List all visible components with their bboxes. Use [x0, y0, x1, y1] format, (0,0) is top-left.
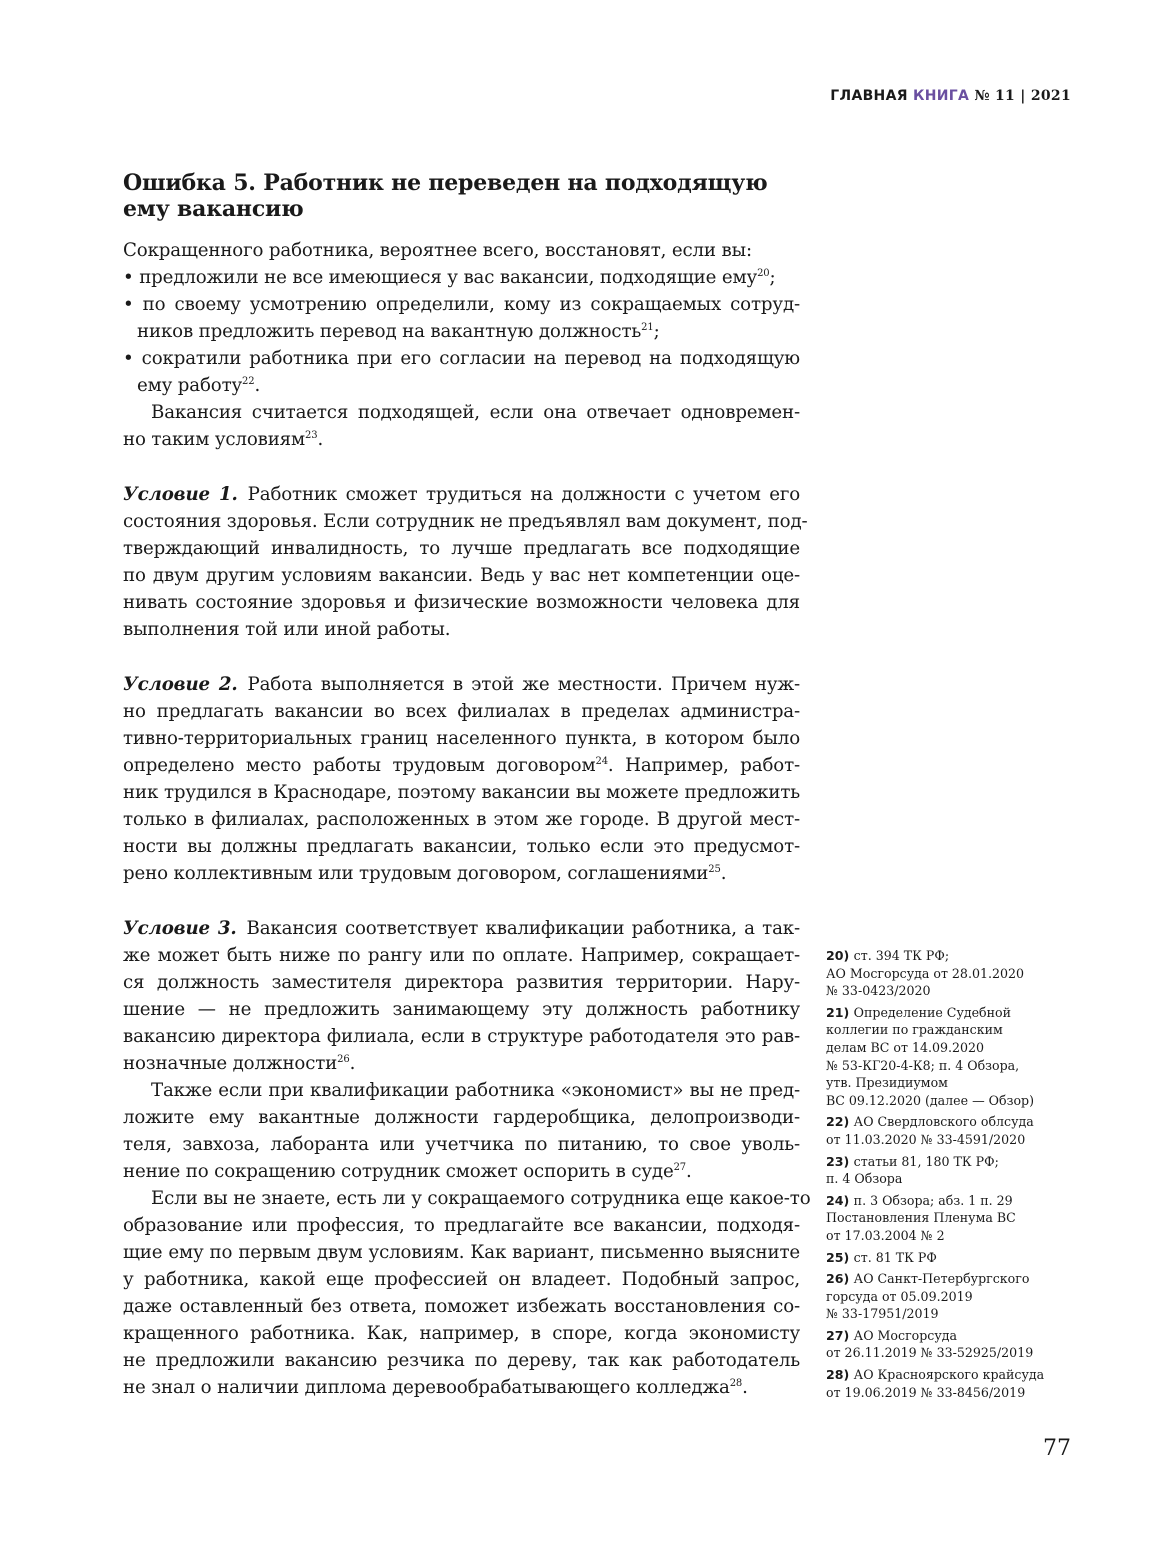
text-line: теля, завхоза, лаборанта или учетчика по питанию, то свое уволь- — [123, 1134, 800, 1155]
text-line: только в филиалах, расположенных в этом же городе. В другой мест- — [123, 809, 800, 830]
footnote-line: от 17.03.2004 № 2 — [826, 1227, 945, 1243]
footnote-ref: 22 — [242, 376, 255, 387]
footnote-line: п. 4 Обзора — [826, 1171, 903, 1187]
text-line: нивать состояние здоровья и физические возможности человека для — [123, 592, 800, 613]
footnote-line: № 33-17951/2019 — [826, 1306, 939, 1322]
text-line: тивно-территориальных границ населенного пункта, в котором было — [123, 728, 800, 749]
brand-name-accent: КНИГА — [912, 88, 970, 104]
text-line: Условие 2. Работа выполняется в этой же местности. Причем нуж- — [123, 674, 800, 695]
text-line: тверждающий инвалидность, то лучше предлагать все подходящие — [123, 538, 800, 559]
footnote-number: 20) — [826, 948, 854, 963]
footnote-number: 21) — [826, 1004, 854, 1020]
footnote — [826, 1327, 1076, 1362]
text-line: ему работу$^{22}$. — [137, 375, 261, 396]
text-line: • сократили работника при его согласии на перевод на подходящую — [123, 348, 800, 369]
footnote-ref: 21 — [641, 322, 654, 333]
footnote-number: 24) — [826, 1192, 854, 1208]
paragraph — [123, 399, 800, 453]
text-line: ности вы должны предлагать вакансии, только если это предусмот- — [123, 836, 800, 857]
footnote-ref: 24 — [595, 756, 608, 767]
footnote-line: коллегии по гражданским — [826, 1022, 1003, 1038]
paragraph — [123, 1185, 811, 1401]
text-line: ся должность заместителя директора развития территории. Нару- — [123, 972, 800, 993]
footnote-line: 26) АО Санкт-Петербургского — [826, 1271, 1030, 1287]
title-line: Ошибка 5. Работник не переведен на подходящую — [123, 170, 768, 196]
footnote-line: делам ВС от 14.09.2020 — [826, 1039, 985, 1055]
text-line: но предлагать вакансии во всех филиалах в пределах администра- — [123, 701, 800, 722]
footnote-line: № 53-КГ20-4-К8; п. 4 Обзора, — [826, 1057, 1020, 1073]
text-line: щие ему по первым двум условиям. Как вариант, письменно выясните — [123, 1242, 800, 1263]
footnote-number: 28) — [826, 1367, 854, 1383]
footnote-ref: 26 — [337, 1054, 350, 1065]
footnote-line: от 19.06.2019 № 33-8456/2019 — [826, 1384, 1026, 1400]
text-line: образование или профессия, то предлагайте все вакансии, подходя- — [123, 1215, 800, 1236]
text-line: даже оставленный без ответа, поможет избежать восстановления со- — [123, 1296, 800, 1317]
text-line: Если вы не знаете, есть ли у сокращаемого сотрудника еще какое-то — [151, 1188, 811, 1209]
footnote — [826, 947, 1076, 1000]
text-line: Условие 3. Вакансия соответствует квалификации работника, а так- — [123, 918, 800, 939]
footnote-number: 23) — [826, 1153, 854, 1169]
footnote-line: 20) ст. 394 ТК РФ; — [826, 948, 950, 963]
footnote-line: 27) АО Мосгорсуда — [826, 1327, 958, 1343]
footnote — [826, 1153, 1076, 1188]
text-line: но таким условиям$^{23}$. — [123, 429, 324, 450]
footnote-line: от 26.11.2019 № 33-52925/2019 — [826, 1345, 1034, 1361]
footnote-line: 22) АО Свердловского облсуда — [826, 1114, 1034, 1130]
footnote-line: № 33-0423/2020 — [826, 983, 931, 999]
footnote-line: 28) АО Красноярского крайсуда — [826, 1367, 1045, 1383]
footnote-line: ВС 09.12.2020 (далее — Обзор) — [826, 1092, 1035, 1108]
issue-number: № 11 | 2021 — [974, 88, 1071, 104]
text-line: • предложили не все имеющиеся у вас вакансии, подходящие ему$^{20}$; — [123, 267, 776, 288]
text-line: ложите ему вакантные должности гардеробщика, делопроизводи- — [123, 1107, 800, 1128]
footnote — [826, 1270, 1076, 1323]
paragraphs — [123, 237, 811, 1401]
footnote-line: от 11.03.2020 № 33-4591/2020 — [826, 1131, 1026, 1147]
text-line: шение — не предложить занимающему эту должность работнику — [123, 999, 800, 1020]
footnote — [826, 1113, 1076, 1148]
footnote-ref: 23 — [305, 430, 318, 441]
footnote — [826, 1004, 1076, 1110]
text-line: вакансию директора филиала, если в структуре работодателя это рав- — [123, 1026, 800, 1047]
article-body — [123, 170, 811, 1401]
bullet-item — [123, 345, 800, 399]
footnote-line: АО Мосгорсуда от 28.01.2020 — [826, 965, 1025, 981]
footnote-line: 23) статьи 81, 180 ТК РФ; — [826, 1153, 999, 1169]
title-line: ему вакансию — [123, 196, 304, 222]
text-line: не предложили вакансию резчика по дереву, так как работодатель — [123, 1350, 800, 1371]
text-line: Также если при квалификации работника «экономист» вы не пред- — [151, 1080, 800, 1101]
text-line: кращенного работника. Как, например, в споре, когда экономисту — [123, 1323, 800, 1344]
footnote-ref: 20 — [757, 268, 770, 279]
text-line: рено коллективным или трудовым договором, соглашениями$^{25}$. — [123, 863, 727, 884]
text-line: ников предложить перевод на вакантную должность$^{21}$; — [137, 321, 660, 342]
bullet-item — [123, 291, 800, 345]
running-header — [830, 88, 1071, 104]
brand-name: ГЛАВНАЯ — [830, 88, 908, 104]
text-line: Условие 1. Работник сможет трудиться на должности с учетом его — [123, 484, 801, 505]
text-line: не знал о наличии диплома деревообрабатывающего колледжа$^{28}$. — [123, 1377, 748, 1398]
condition-label: Условие 1. — [123, 484, 238, 505]
condition-paragraph — [123, 481, 808, 643]
section-title — [123, 170, 800, 222]
footnote-line: Постановления Пленума ВС — [826, 1210, 1016, 1226]
footnote-line: утв. Президиумом — [826, 1075, 948, 1091]
text-line: Вакансия считается подходящей, если она отвечает одновремен- — [151, 402, 800, 423]
text-line: ник трудился в Краснодаре, поэтому вакансии вы можете предложить — [123, 782, 800, 803]
footnote-number: 27) — [826, 1327, 854, 1343]
bullet-item — [123, 264, 800, 291]
text-line: нение по сокращению сотрудник сможет оспорить в суде$^{27}$. — [123, 1161, 692, 1182]
text-line: выполнения той или иной работы. — [123, 619, 451, 640]
text-line: определено место работы трудовым договором$^{24}$. Например, работ- — [123, 755, 800, 776]
footnote-number: 26) — [826, 1271, 854, 1287]
paragraph — [123, 1077, 800, 1185]
text-line: же может быть ниже по рангу или по оплате. Например, сокращает- — [123, 945, 800, 966]
text-line: состояния здоровья. Если сотрудник не предъявлял вам документ, под- — [123, 511, 808, 532]
footnote — [826, 1366, 1076, 1401]
condition-label: Условие 2. — [123, 674, 238, 695]
footnote-line: горсуда от 05.09.2019 — [826, 1288, 973, 1304]
footnotes — [826, 947, 1076, 1405]
page-number: 77 — [1043, 1436, 1071, 1461]
condition-paragraph — [123, 671, 800, 887]
footnote-line: 24) п. 3 Обзора; абз. 1 п. 29 — [826, 1192, 1013, 1208]
footnote-number: 22) — [826, 1114, 854, 1130]
condition-label: Условие 3. — [123, 918, 237, 939]
text-line: Сокращенного работника, вероятнее всего, восстановят, если вы: — [123, 240, 752, 261]
condition-paragraph — [123, 915, 800, 1077]
text-line: нозначные должности$^{26}$. — [123, 1053, 356, 1074]
text-line: • по своему усмотрению определили, кому из сокращаемых сотруд- — [123, 294, 800, 315]
footnote-ref: 25 — [708, 864, 721, 875]
footnote-line: 21) Определение Судебной — [826, 1004, 1012, 1020]
footnote-ref: 28 — [729, 1378, 743, 1389]
footnote — [826, 1192, 1076, 1245]
footnote — [826, 1249, 1076, 1267]
footnote-line: 25) ст. 81 ТК РФ — [826, 1249, 937, 1265]
footnote-ref: 27 — [673, 1162, 687, 1173]
paragraph — [123, 237, 800, 264]
text-line: у работника, какой еще профессией он владеет. Подобный запрос, — [123, 1269, 800, 1290]
footnote-number: 25) — [826, 1249, 854, 1265]
text-line: по двум другим условиям вакансии. Ведь у вас нет компетенции оце- — [123, 565, 800, 586]
